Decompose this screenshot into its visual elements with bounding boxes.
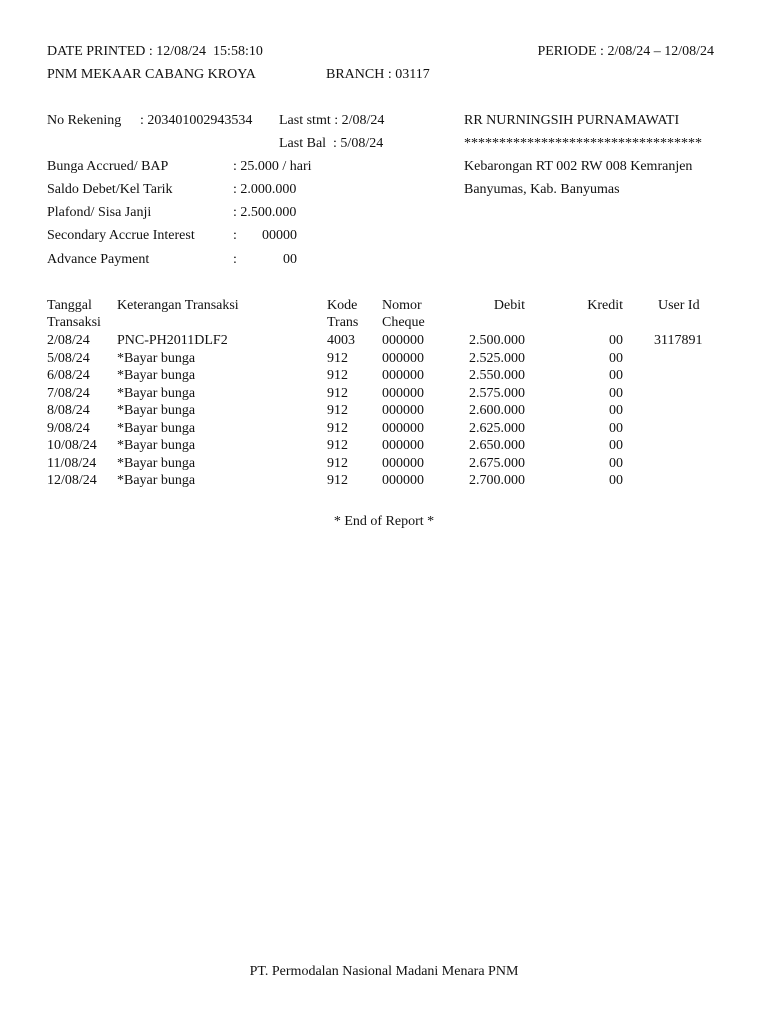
table-header-row-2 — [0, 314, 768, 332]
saldo-debet-label: Saldo Debet/Kel Tarik — [47, 182, 173, 197]
header-user-id: User Id — [658, 298, 700, 313]
cell-debit: 2.625.000 — [469, 420, 525, 436]
cell-debit: 2.575.000 — [469, 385, 525, 401]
last-bal: Last Bal : 5/08/24 — [279, 136, 384, 151]
cell-cheque: 000000 — [382, 455, 424, 471]
cell-debit: 2.525.000 — [469, 350, 525, 366]
cell-kredit: 00 — [609, 385, 623, 401]
cell-kode: 912 — [327, 455, 348, 471]
cell-date: 8/08/24 — [47, 403, 90, 418]
bunga-accrued-label: Bunga Accrued/ BAP — [47, 159, 169, 174]
cell-kredit: 00 — [609, 403, 623, 418]
cell-date: 9/08/24 — [47, 420, 90, 436]
cell-desc: *Bayar bunga — [117, 368, 196, 383]
cell-kode: 912 — [327, 368, 348, 383]
cell-date: 11/08/24 — [47, 455, 97, 471]
header-nomor: Nomor — [382, 298, 422, 313]
table-row — [0, 350, 768, 368]
header-trans: Trans — [327, 315, 359, 330]
cell-debit: 2.500.000 — [469, 333, 525, 348]
secondary-accrue-colon: : — [233, 228, 237, 243]
cell-debit: 2.550.000 — [469, 368, 525, 383]
no-rekening-label: No Rekening — [47, 113, 122, 128]
cell-desc: *Bayar bunga — [117, 473, 196, 488]
table-row — [0, 402, 768, 420]
cell-kredit: 00 — [609, 368, 623, 383]
cell-desc: *Bayar bunga — [117, 403, 196, 418]
cell-kode: 912 — [327, 438, 348, 453]
table-row — [0, 332, 768, 350]
cell-date: 6/08/24 — [47, 368, 90, 383]
date-printed: DATE PRINTED : 12/08/24 15:58:10 — [47, 44, 263, 59]
bunga-accrued-value: : 25.000 / hari — [233, 159, 312, 174]
header-debit: Debit — [493, 298, 525, 313]
footer-company: PT. Permodalan Nasional Madani Menara PNM — [249, 964, 519, 979]
cell-kredit: 00 — [609, 420, 623, 436]
advance-payment-colon: : — [233, 252, 237, 267]
cell-desc: *Bayar bunga — [117, 350, 196, 366]
table-row — [0, 472, 768, 490]
cell-debit: 2.700.000 — [469, 473, 525, 488]
branch-name: PNM MEKAAR CABANG KROYA — [47, 67, 256, 82]
advance-payment-value: 00 — [283, 252, 297, 267]
cell-date: 12/08/24 — [47, 473, 97, 488]
cell-kredit: 00 — [609, 473, 623, 488]
cell-cheque: 000000 — [382, 438, 424, 453]
table-row — [0, 367, 768, 385]
end-of-report: * End of Report * — [333, 514, 435, 529]
cell-date: 10/08/24 — [47, 438, 97, 453]
header-kode: Kode — [327, 298, 358, 313]
header-cheque: Cheque — [382, 315, 425, 330]
secondary-accrue-value: 00000 — [262, 228, 297, 243]
cell-cheque: 000000 — [382, 368, 424, 383]
advance-payment-label: Advance Payment — [47, 252, 150, 267]
cell-desc: *Bayar bunga — [117, 420, 196, 436]
cell-cheque: 000000 — [382, 473, 424, 488]
header-transaksi: Transaksi — [47, 315, 101, 330]
cell-kode: 912 — [327, 473, 348, 488]
table-row — [0, 420, 768, 438]
cell-desc: *Bayar bunga — [117, 455, 196, 471]
plafond-label: Plafond/ Sisa Janji — [47, 205, 152, 220]
customer-address-1: Kebarongan RT 002 RW 008 Kemranjen — [464, 159, 693, 174]
cell-kredit: 00 — [609, 455, 623, 471]
cell-cheque: 000000 — [382, 420, 424, 436]
cell-cheque: 000000 — [382, 333, 424, 348]
cell-kode: 912 — [327, 350, 348, 366]
cell-date: 5/08/24 — [47, 350, 90, 366]
cell-kode: 912 — [327, 403, 348, 418]
cell-debit: 2.650.000 — [469, 438, 525, 453]
table-header-row-1 — [0, 297, 768, 315]
customer-address-2: Banyumas, Kab. Banyumas — [464, 182, 620, 197]
cell-kredit: 00 — [609, 438, 623, 453]
table-row — [0, 385, 768, 403]
customer-name: RR NURNINGSIH PURNAMAWATI — [464, 113, 680, 128]
plafond-value: : 2.500.000 — [233, 205, 297, 220]
saldo-debet-value: : 2.000.000 — [233, 182, 297, 197]
secondary-accrue-label: Secondary Accrue Interest — [47, 228, 195, 243]
header-kredit: Kredit — [587, 298, 623, 313]
header-keterangan: Keterangan Transaksi — [117, 298, 239, 313]
cell-desc: *Bayar bunga — [117, 438, 196, 453]
cell-kredit: 00 — [609, 333, 623, 348]
cell-debit: 2.675.000 — [469, 455, 525, 471]
cell-kode: 912 — [327, 385, 348, 401]
customer-masked: ********************************** — [464, 136, 702, 151]
header-tanggal: Tanggal — [47, 298, 92, 313]
table-row — [0, 455, 768, 473]
periode: PERIODE : 2/08/24 – 12/08/24 — [537, 44, 714, 59]
cell-cheque: 000000 — [382, 350, 424, 366]
no-rekening-value: : 203401002943534 — [140, 113, 253, 128]
cell-debit: 2.600.000 — [469, 403, 525, 418]
branch-code: BRANCH : 03117 — [326, 67, 430, 82]
cell-cheque: 000000 — [382, 403, 424, 418]
cell-desc: *Bayar bunga — [117, 385, 196, 401]
cell-user: 3117891 — [654, 333, 703, 348]
cell-kredit: 00 — [609, 350, 623, 366]
table-row — [0, 437, 768, 455]
last-stmt: Last stmt : 2/08/24 — [279, 113, 385, 128]
cell-date: 2/08/24 — [47, 333, 90, 348]
cell-kode: 4003 — [327, 333, 355, 348]
cell-date: 7/08/24 — [47, 385, 90, 401]
cell-kode: 912 — [327, 420, 348, 436]
cell-cheque: 000000 — [382, 385, 424, 401]
cell-desc: PNC-PH2011DLF2 — [117, 333, 228, 348]
